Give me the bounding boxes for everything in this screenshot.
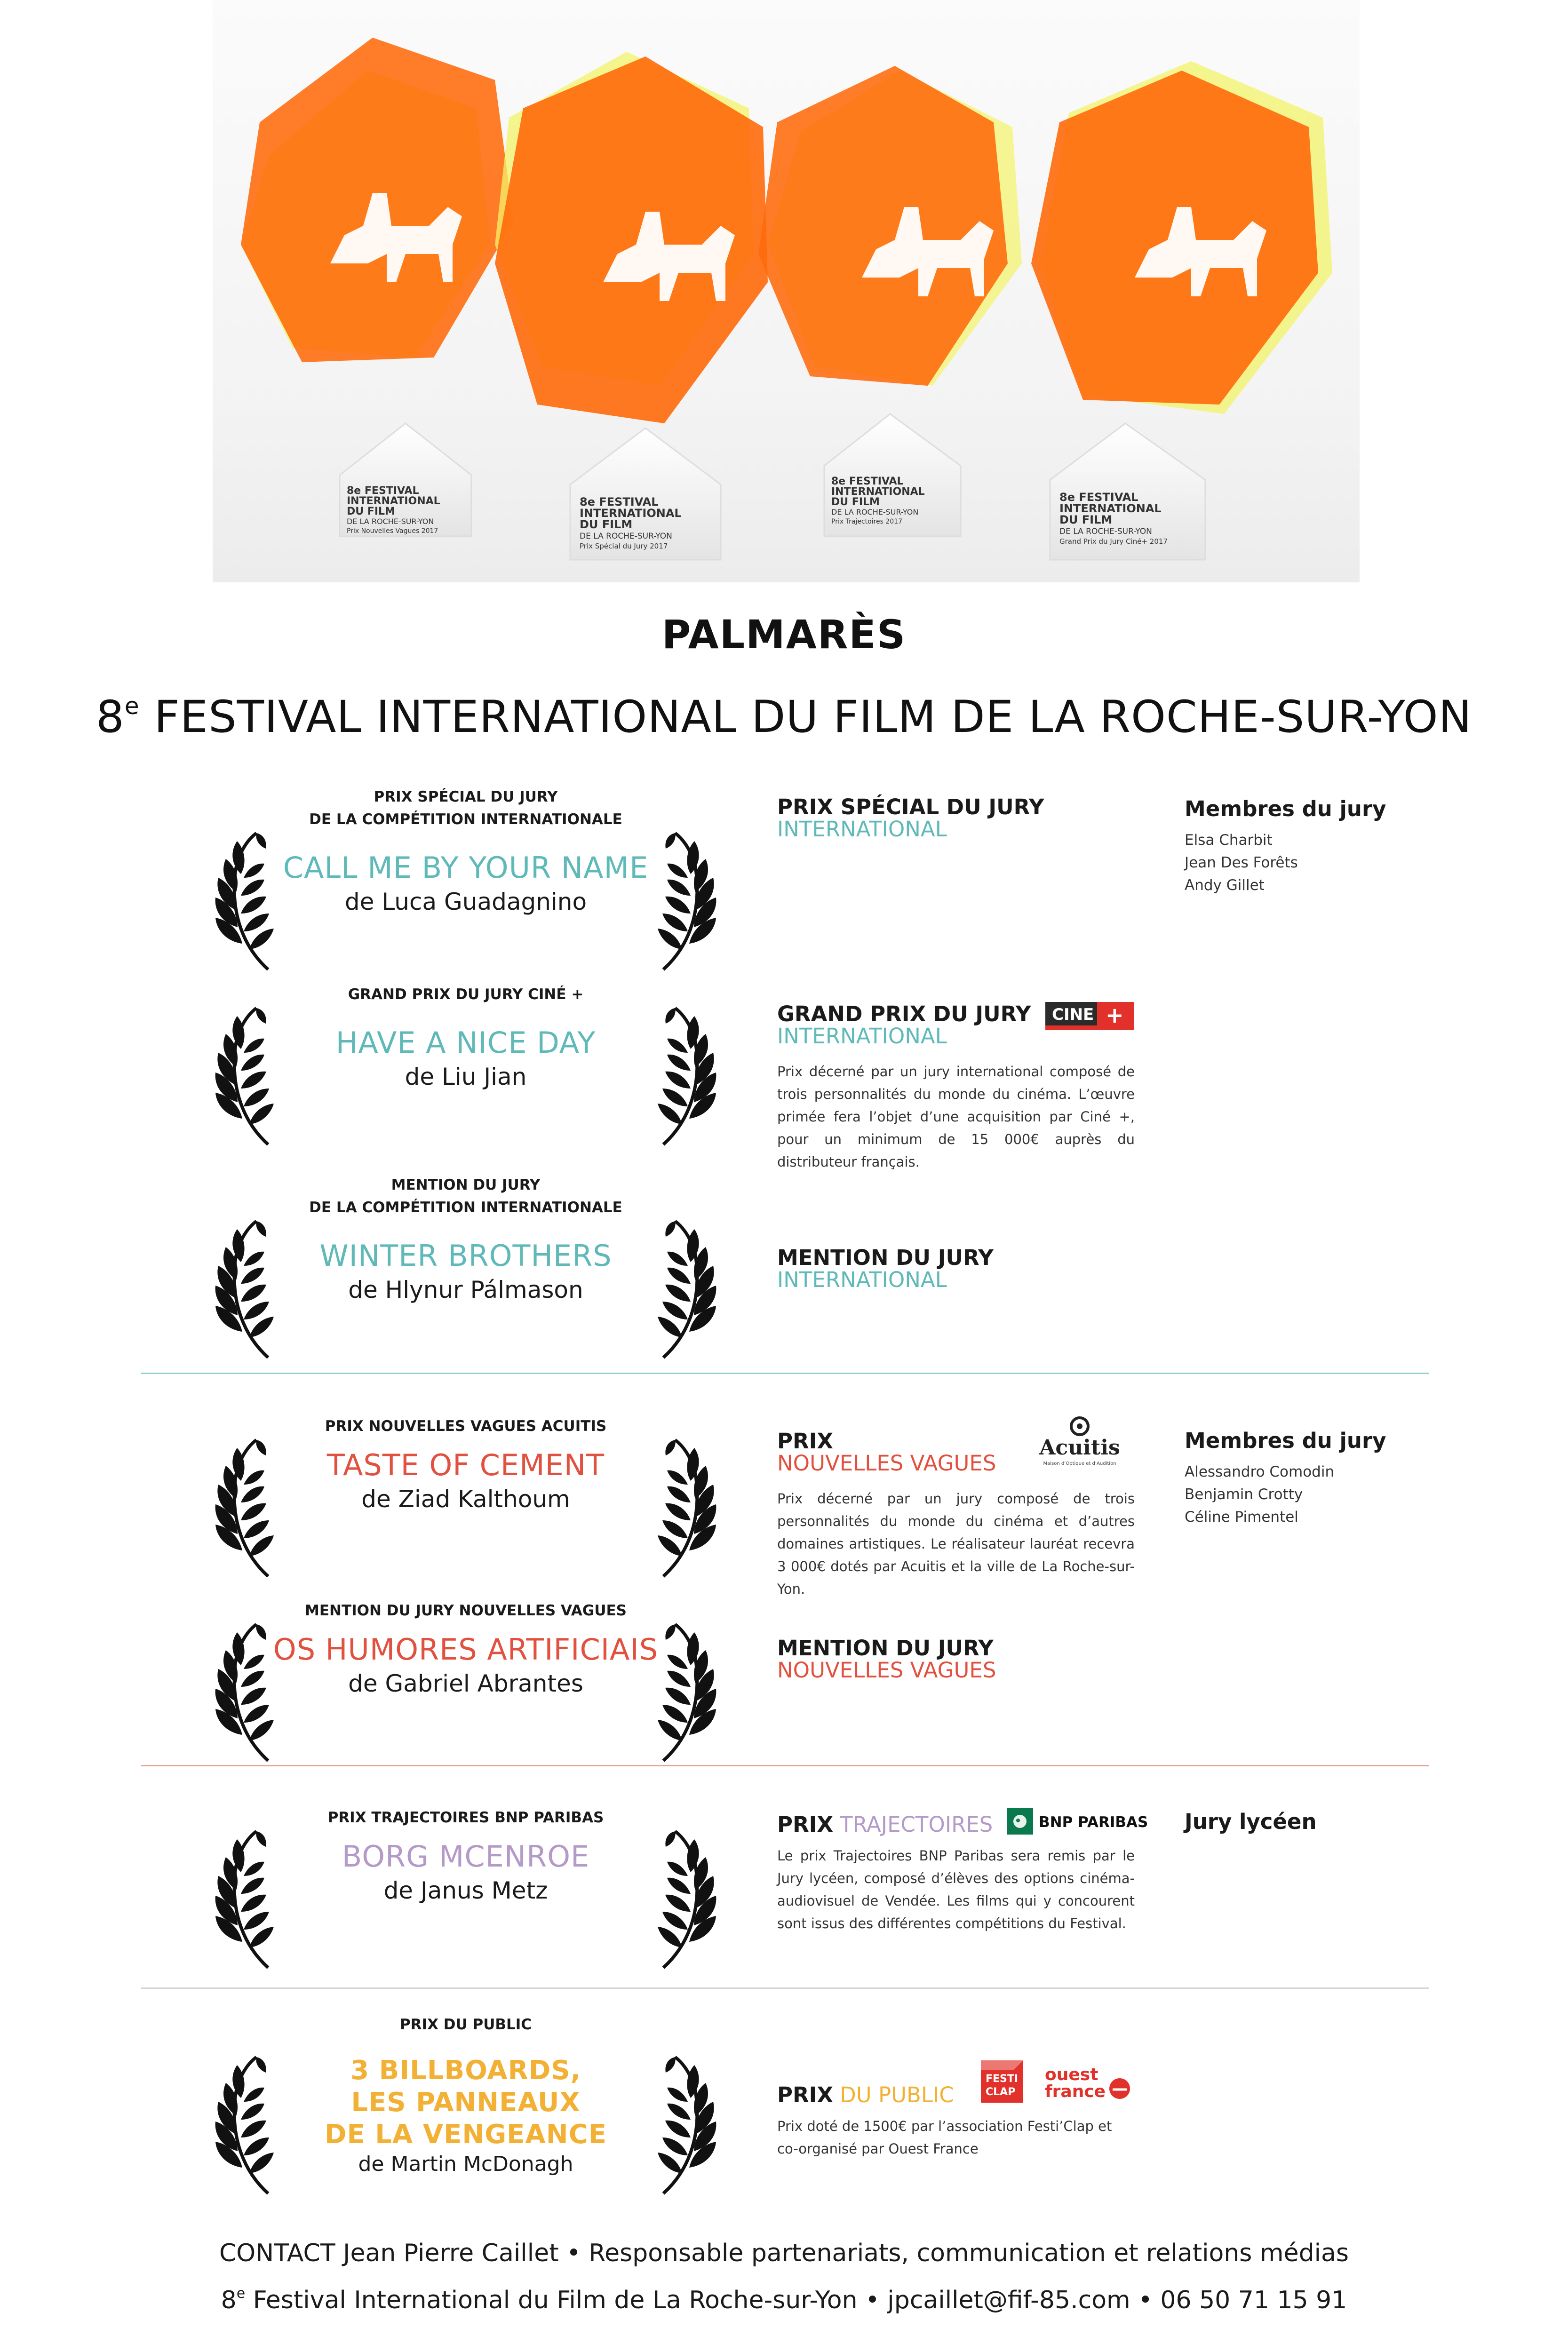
- jury-title: Membres du jury: [1185, 796, 1386, 821]
- film-title: HAVE A NICE DAY: [335, 1025, 596, 1060]
- contact-festival-number: 8: [221, 2286, 237, 2314]
- festiclap-icon: [976, 2056, 1028, 2107]
- trophy-3-line4: DE LA ROCHE-SUR-YON: [831, 508, 919, 516]
- award-category-line2: DE LA COMPÉTITION INTERNATIONALE: [309, 1199, 622, 1216]
- page-subtitle: [0, 691, 1568, 743]
- trophy-1-line1: 8e FESTIVAL: [347, 485, 419, 497]
- ouest-france-icon: [1042, 2065, 1131, 2103]
- trophy-4-line5: Grand Prix du Jury Ciné+ 2017: [1059, 537, 1168, 546]
- laurel-left-icon: [212, 1438, 282, 1579]
- trophy-4-line4: DE LA ROCHE-SUR-YON: [1059, 527, 1152, 536]
- laurel-wreath: [207, 2036, 724, 2215]
- trophy-1-line5: Prix Nouvelles Vagues 2017: [347, 527, 438, 535]
- film-director: de Martin McDonagh: [358, 2152, 573, 2176]
- cine-plus-logo: [1045, 1002, 1134, 1030]
- trophy-2-line1: 8e FESTIVAL: [580, 495, 659, 509]
- trophy-3-line1: 8e FESTIVAL: [831, 476, 904, 487]
- divider-international: [141, 1373, 1429, 1374]
- film-title: OS HUMORES ARTIFICIAIS: [273, 1632, 659, 1667]
- laurel-left-icon: [212, 1829, 282, 1970]
- hero-photo: [213, 0, 1360, 582]
- trophy-2-line4: DE LA ROCHE-SUR-YON: [580, 532, 672, 541]
- trophy-3: [758, 66, 1022, 536]
- trophy-1-line4: DE LA ROCHE-SUR-YON: [347, 517, 434, 526]
- award-winter-brothers: [207, 1174, 724, 1360]
- prize-title: PRIX: [777, 1812, 834, 1837]
- bnp-paribas-icon: [1007, 1806, 1162, 1836]
- film-title-line1: 3 BILLBOARDS,: [350, 2055, 581, 2086]
- trophy-4-line1: 8e FESTIVAL: [1059, 491, 1138, 504]
- jury-lyceen: [1185, 1809, 1448, 1835]
- prize-subtitle: INTERNATIONAL: [777, 817, 947, 842]
- award-category: PRIX NOUVELLES VAGUES ACUITIS: [325, 1418, 607, 1435]
- jury-international: [1185, 796, 1448, 897]
- film-director: de Liu Jian: [405, 1063, 527, 1090]
- france-text: france: [1045, 2082, 1106, 2101]
- trophy-4: [1031, 61, 1332, 560]
- prize-description: Prix décerné par un jury international composé de trois personnalités du monde du cinéma. L’œuvre primée fera l’objet d’une acquisition par Ciné +, pour un minimum de 15 000€ auprès du distributeur français.: [777, 1064, 1135, 1170]
- laurel-wreath: [207, 1006, 724, 1147]
- prize-title: MENTION DU JURY: [777, 1636, 994, 1661]
- film-title: CALL ME BY YOUR NAME: [283, 850, 649, 885]
- contact-details: Festival International du Film de La Roche-sur-Yon • jpcaillet@fif-85.com • 06 50 71 15 91: [245, 2286, 1347, 2314]
- cine-logo-plus: +: [1106, 1002, 1124, 1028]
- laurel-wreath: [207, 1829, 724, 1970]
- laurel-wreath: [207, 831, 724, 972]
- prize-title: PRIX: [777, 2082, 834, 2107]
- trophy-1: [241, 38, 514, 536]
- laurel-right-icon: [649, 1622, 720, 1763]
- prize-subtitle: DU PUBLIC: [840, 2082, 954, 2107]
- trophy-4-line3: DU FILM: [1059, 513, 1113, 526]
- laurel-right-icon: [649, 1829, 720, 1970]
- award-3-billboards: [207, 2013, 724, 2215]
- prize-subtitle: NOUVELLES VAGUES: [777, 1451, 996, 1476]
- cine-plus-icon: [1045, 1002, 1134, 1030]
- page-title: PALMARÈS: [661, 612, 907, 658]
- film-title-line3: DE LA VENGEANCE: [325, 2119, 607, 2150]
- prize-title: MENTION DU JURY: [777, 1245, 994, 1270]
- award-category: GRAND PRIX DU JURY CINÉ +: [348, 986, 584, 1003]
- award-taste-of-cement: [207, 1415, 724, 1579]
- jury-member: Elsa Charbit: [1185, 832, 1273, 849]
- film-title-line2: LES PANNEAUX: [351, 2087, 581, 2118]
- jury-title: Jury lycéen: [1185, 1809, 1317, 1834]
- award-category-line2: DE LA COMPÉTITION INTERNATIONALE: [309, 811, 622, 828]
- trophy-2: [495, 52, 768, 560]
- ouest-france-logo: [1042, 2065, 1131, 2103]
- prize-subtitle: INTERNATIONAL: [777, 1024, 947, 1049]
- prize-title: PRIX: [777, 1429, 834, 1454]
- bnp-paribas-logo: [1007, 1806, 1162, 1836]
- film-director: de Gabriel Abrantes: [348, 1670, 583, 1697]
- award-category: PRIX SPÉCIAL DU JURY: [374, 788, 558, 805]
- prize-subtitle: NOUVELLES VAGUES: [777, 1658, 996, 1683]
- award-have-a-nice-day: [207, 983, 724, 1147]
- laurel-left-icon: [212, 2055, 282, 2196]
- prize-description: Prix décerné par un jury composé de trois personnalités du monde du cinéma et d’autres domaines artistiques. Le réalisateur lauréat recevra 3 000€ dotés par Acuitis et la ville de La Roche-sur-Yon.: [777, 1491, 1135, 1597]
- prize-mention-international: [777, 1247, 1135, 1291]
- festiclap-logo: [976, 2056, 1028, 2107]
- trophies-illustration: [213, 0, 1360, 582]
- film-title: BORG MCENROE: [342, 1839, 590, 1874]
- laurel-left-icon: [212, 1622, 282, 1763]
- laurel-right-icon: [649, 1219, 720, 1360]
- film-director: de Hlynur Pálmason: [348, 1276, 583, 1303]
- film-title: WINTER BROTHERS: [319, 1239, 612, 1273]
- festiclap-text-1: FESTI: [986, 2073, 1019, 2085]
- film-director: de Luca Guadagnino: [344, 888, 587, 915]
- subtitle-text: FESTIVAL INTERNATIONAL DU FILM DE LA ROCHE-SUR-YON: [139, 691, 1472, 743]
- contact-person: Jean Pierre Caillet • Responsable partenariats, communication et relations médias: [335, 2239, 1349, 2267]
- contact-line-1: [0, 2239, 1568, 2267]
- laurel-right-icon: [649, 2055, 720, 2196]
- award-category: PRIX TRAJECTOIRES BNP PARIBAS: [327, 1809, 604, 1826]
- divider-nouvelles-vagues: [141, 1765, 1429, 1766]
- prize-title: PRIX SPÉCIAL DU JURY: [777, 795, 1044, 819]
- prize-description: Le prix Trajectoires BNP Paribas sera remis par le Jury lycéen, composé d’élèves des options cinéma-audiovisuel de Vendée. Les films qui y concourent sont issus des différentes compétitions du Festival.: [777, 1848, 1135, 1931]
- award-borg-mcenroe: [207, 1806, 724, 1970]
- trophy-2-line5: Prix Spécial du Jury 2017: [580, 542, 668, 550]
- jury-names: [1185, 829, 1448, 897]
- prize-description: Prix doté de 1500€ par l’association Festi’Clap et co-organisé par Ouest France: [777, 2118, 1112, 2157]
- cine-logo-text: CINE: [1052, 1005, 1094, 1024]
- trophy-1-line3: DU FILM: [347, 506, 395, 517]
- trophy-2-line2: INTERNATIONAL: [580, 507, 682, 520]
- jury-member: Céline Pimentel: [1185, 1509, 1298, 1526]
- laurel-wreath: [207, 1438, 724, 1579]
- laurel-right-icon: [649, 831, 720, 972]
- jury-member: Andy Gillet: [1185, 877, 1265, 894]
- contact-superscript: e: [236, 2285, 246, 2302]
- festiclap-text-2: CLAP: [986, 2086, 1016, 2098]
- contact-line-2: [0, 2285, 1568, 2314]
- trophy-3-line5: Prix Trajectoires 2017: [831, 518, 902, 525]
- award-os-humores-artificiais: [207, 1599, 724, 1763]
- jury-nouvelles-vagues: [1185, 1428, 1448, 1528]
- award-category: MENTION DU JURY NOUVELLES VAGUES: [305, 1602, 627, 1619]
- laurel-right-icon: [649, 1438, 720, 1579]
- award-category: PRIX DU PUBLIC: [399, 2016, 532, 2033]
- prize-mention-nouvelles-vagues: [777, 1637, 1135, 1681]
- laurel-left-icon: [212, 1219, 282, 1360]
- laurel-left-icon: [212, 831, 282, 972]
- award-category: MENTION DU JURY: [391, 1176, 541, 1193]
- divider-trajectoires: [141, 1987, 1429, 1989]
- prize-special-jury-international: [777, 796, 1135, 840]
- jury-member: Jean Des Forêts: [1185, 854, 1298, 871]
- trophy-4-line2: INTERNATIONAL: [1059, 502, 1162, 515]
- prize-title: GRAND PRIX DU JURY: [777, 1001, 1031, 1026]
- award-call-me-by-your-name: [207, 786, 724, 972]
- acuitis-logo-text: Acuitis: [1039, 1436, 1120, 1460]
- trophy-3-line3: DU FILM: [831, 496, 880, 508]
- film-title: TASTE OF CEMENT: [326, 1448, 605, 1482]
- jury-member: Alessandro Comodin: [1185, 1463, 1335, 1480]
- subtitle-superscript: e: [124, 692, 140, 720]
- trophy-2-line3: DU FILM: [580, 518, 633, 531]
- subtitle-number: 8: [96, 691, 125, 743]
- trophy-3-line2: INTERNATIONAL: [831, 486, 925, 498]
- jury-member: Benjamin Crotty: [1185, 1486, 1303, 1503]
- film-director: de Ziad Kalthoum: [361, 1486, 570, 1513]
- jury-names: [1185, 1461, 1448, 1528]
- film-director: de Janus Metz: [383, 1877, 548, 1904]
- acuitis-icon: [1026, 1416, 1134, 1472]
- trophy-1-line2: INTERNATIONAL: [347, 495, 440, 507]
- prize-subtitle: INTERNATIONAL: [777, 1267, 947, 1292]
- acuitis-logo-tagline: Maison d’Optique et d’Audition: [1043, 1461, 1116, 1466]
- acuitis-logo: [1026, 1416, 1134, 1472]
- contact-label: CONTACT: [219, 2239, 335, 2267]
- bnp-logo-text: BNP PARIBAS: [1039, 1814, 1148, 1831]
- jury-title: Membres du jury: [1185, 1428, 1386, 1453]
- laurel-wreath: [207, 1622, 724, 1763]
- laurel-right-icon: [649, 1006, 720, 1147]
- ouest-text: ouest: [1045, 2065, 1098, 2084]
- prize-subtitle: TRAJECTOIRES: [840, 1812, 993, 1837]
- laurel-wreath: [207, 1219, 724, 1360]
- laurel-left-icon: [212, 1006, 282, 1147]
